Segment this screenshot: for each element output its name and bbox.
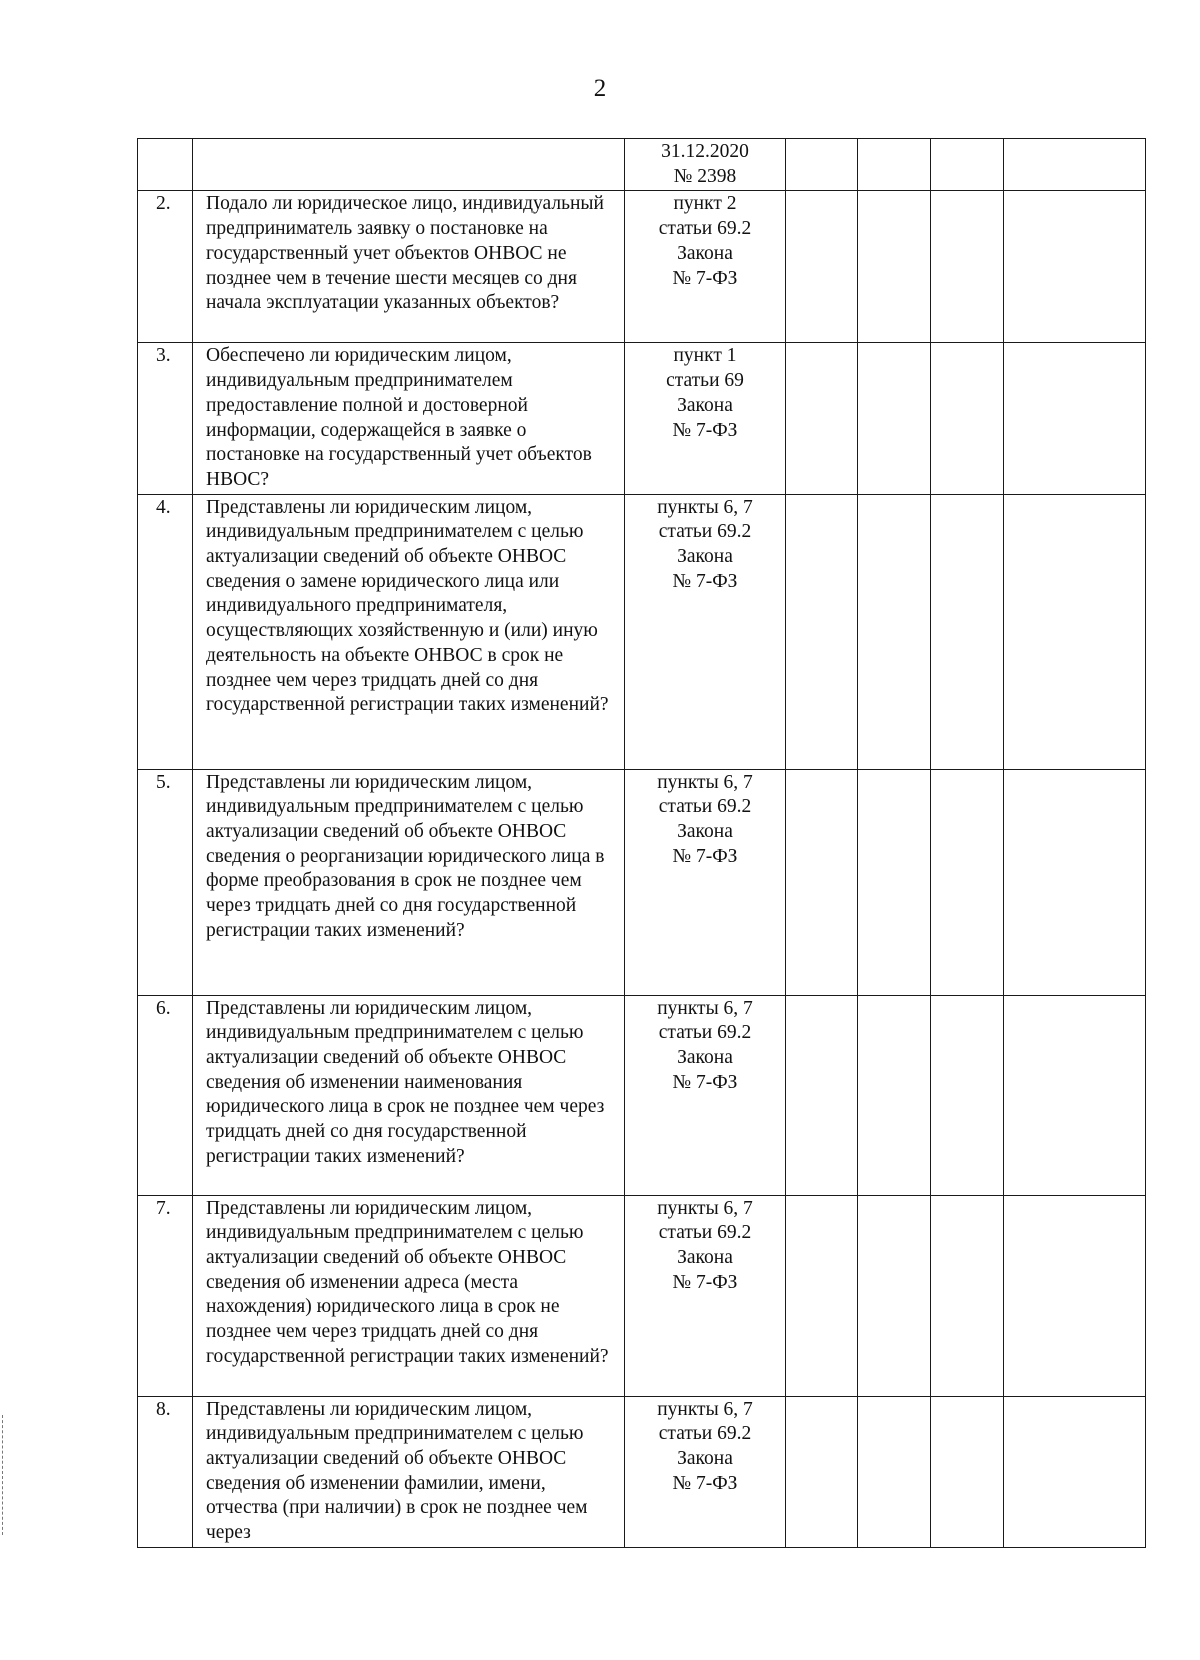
- row-number: 6.: [138, 995, 193, 1195]
- note-cell: [1004, 769, 1146, 995]
- row-question: Представлены ли юридическим лицом, индивидуальным предпринимателем с целью актуализации сведений об объекте ОНВОС сведения об изменении адреса (места нахождения) юридического лица в срок не позднее чем через тридцать дней со дня государственной регистрации таких изменений?: [193, 1195, 625, 1396]
- answer-cell: [931, 769, 1004, 995]
- row-legal-reference: [625, 139, 786, 191]
- row-question: Представлены ли юридическим лицом, индивидуальным предпринимателем с целью актуализации сведений об объекте ОНВОС сведения об изменении наименования юридического лица в срок не позднее чем через тридцать дней со дня государственной регистрации таких изменений?: [193, 995, 625, 1195]
- ref-line: Закона: [677, 1247, 733, 1269]
- row-question: Представлены ли юридическим лицом, индивидуальным предпринимателем с целью актуализации сведений об объекте ОНВОС сведения о замене юридического лица или индивидуального предпринимателя, осуществляющих хозяйственную и (или) иную деятельность на объекте ОНВОС в срок не позднее чем через тридцать дней со дня государственной регистрации таких изменений?: [193, 494, 625, 769]
- ref-line: статьи 69.2: [658, 796, 752, 818]
- note-cell: [1004, 494, 1146, 769]
- answer-cell: [931, 494, 1004, 769]
- answer-cell: [931, 343, 1004, 494]
- row-number: 3.: [138, 343, 193, 494]
- answer-cell: [858, 1195, 931, 1396]
- row-question: Подало ли юридическое лицо, индивидуальный предприниматель заявку о постановке на государственный учет объектов ОНВОС не позднее чем в течение шести месяцев со дня начала эксплуатации указанных объектов?: [193, 191, 625, 343]
- ref-line: № 7-ФЗ: [672, 570, 738, 592]
- ref-line: Закона: [677, 546, 733, 568]
- row-legal-reference: [625, 191, 786, 343]
- ref-line: пункт 1: [673, 345, 737, 367]
- ref-line: статьи 69.2: [658, 1423, 752, 1445]
- note-cell: [1004, 343, 1146, 494]
- ref-line: статьи 69: [666, 370, 744, 392]
- table-row: [138, 191, 1146, 343]
- row-number: 2.: [138, 191, 193, 343]
- answer-cell: [786, 494, 858, 769]
- answer-cell: [786, 1396, 858, 1547]
- answer-cell: [858, 494, 931, 769]
- ref-line: статьи 69.2: [658, 1022, 752, 1044]
- ref-line: № 7-ФЗ: [672, 1472, 738, 1494]
- note-cell: [1004, 1195, 1146, 1396]
- answer-cell: [786, 769, 858, 995]
- row-number: 5.: [138, 769, 193, 995]
- answer-cell: [931, 191, 1004, 343]
- ref-line: 31.12.2020: [661, 141, 749, 162]
- ref-line: № 7-ФЗ: [672, 419, 738, 441]
- row-question: [193, 139, 625, 191]
- table-row: [138, 343, 1146, 494]
- note-cell: [1004, 139, 1146, 191]
- answer-cell: [786, 995, 858, 1195]
- row-number: 8.: [138, 1396, 193, 1547]
- ref-line: пункты 6, 7: [657, 997, 753, 1019]
- ref-line: № 2398: [673, 165, 737, 187]
- ref-line: пункт 2: [673, 193, 737, 215]
- ref-line: № 7-ФЗ: [672, 1071, 738, 1093]
- answer-cell: [786, 191, 858, 343]
- ref-line: статьи 69.2: [658, 521, 752, 543]
- row-number: 4.: [138, 494, 193, 769]
- ref-line: Закона: [677, 1448, 733, 1470]
- row-legal-reference: [625, 995, 786, 1195]
- ref-line: Закона: [677, 394, 733, 416]
- ref-line: Закона: [677, 242, 733, 264]
- page-number: 2: [593, 75, 607, 102]
- row-question: Представлены ли юридическим лицом, индивидуальным предпринимателем с целью актуализации сведений об объекте ОНВОС сведения о реорганизации юридического лица в форме преобразования в срок не позднее чем через тридцать дней со дня государственной регистрации таких изменений?: [193, 769, 625, 995]
- ref-line: № 7-ФЗ: [672, 267, 738, 289]
- answer-cell: [931, 139, 1004, 191]
- answer-cell: [786, 1195, 858, 1396]
- ref-line: пункты 6, 7: [657, 1197, 753, 1219]
- ref-line: пункты 6, 7: [657, 771, 753, 793]
- ref-line: пункты 6, 7: [657, 496, 753, 518]
- row-number: 7.: [138, 1195, 193, 1396]
- row-question: Представлены ли юридическим лицом, индивидуальным предпринимателем с целью актуализации сведений об объекте ОНВОС сведения об изменении фамилии, имени, отчества (при наличии) в срок не позднее чем через: [193, 1396, 625, 1547]
- row-legal-reference: [625, 769, 786, 995]
- table-row: [138, 995, 1146, 1195]
- ref-line: № 7-ФЗ: [672, 845, 738, 867]
- row-legal-reference: [625, 1396, 786, 1547]
- table-row: [138, 494, 1146, 769]
- row-legal-reference: [625, 343, 786, 494]
- ref-line: пункты 6, 7: [657, 1398, 753, 1420]
- ref-line: № 7-ФЗ: [672, 1271, 738, 1293]
- row-legal-reference: [625, 494, 786, 769]
- table-row: [138, 769, 1146, 995]
- ref-line: статьи 69.2: [658, 218, 752, 240]
- row-number: [138, 139, 193, 191]
- answer-cell: [786, 139, 858, 191]
- table-row: [138, 139, 1146, 191]
- answer-cell: [931, 1396, 1004, 1547]
- answer-cell: [858, 139, 931, 191]
- note-cell: [1004, 995, 1146, 1195]
- scan-edge-mark: [2, 1415, 5, 1535]
- ref-line: статьи 69.2: [658, 1222, 752, 1244]
- table-row: [138, 1195, 1146, 1396]
- answer-cell: [858, 191, 931, 343]
- table-row: [138, 1396, 1146, 1547]
- note-cell: [1004, 1396, 1146, 1547]
- answer-cell: [858, 343, 931, 494]
- answer-cell: [858, 769, 931, 995]
- ref-line: Закона: [677, 1047, 733, 1069]
- answer-cell: [931, 995, 1004, 1195]
- note-cell: [1004, 191, 1146, 343]
- answer-cell: [858, 1396, 931, 1547]
- row-legal-reference: [625, 1195, 786, 1396]
- answer-cell: [858, 995, 931, 1195]
- answer-cell: [786, 343, 858, 494]
- checklist-table: [137, 138, 1146, 1548]
- row-question: Обеспечено ли юридическим лицом, индивидуальным предпринимателем предоставление полной и достоверной информации, содержащейся в заявке о постановке на государственный учет объектов НВОС?: [193, 343, 625, 494]
- ref-line: Закона: [677, 821, 733, 843]
- answer-cell: [931, 1195, 1004, 1396]
